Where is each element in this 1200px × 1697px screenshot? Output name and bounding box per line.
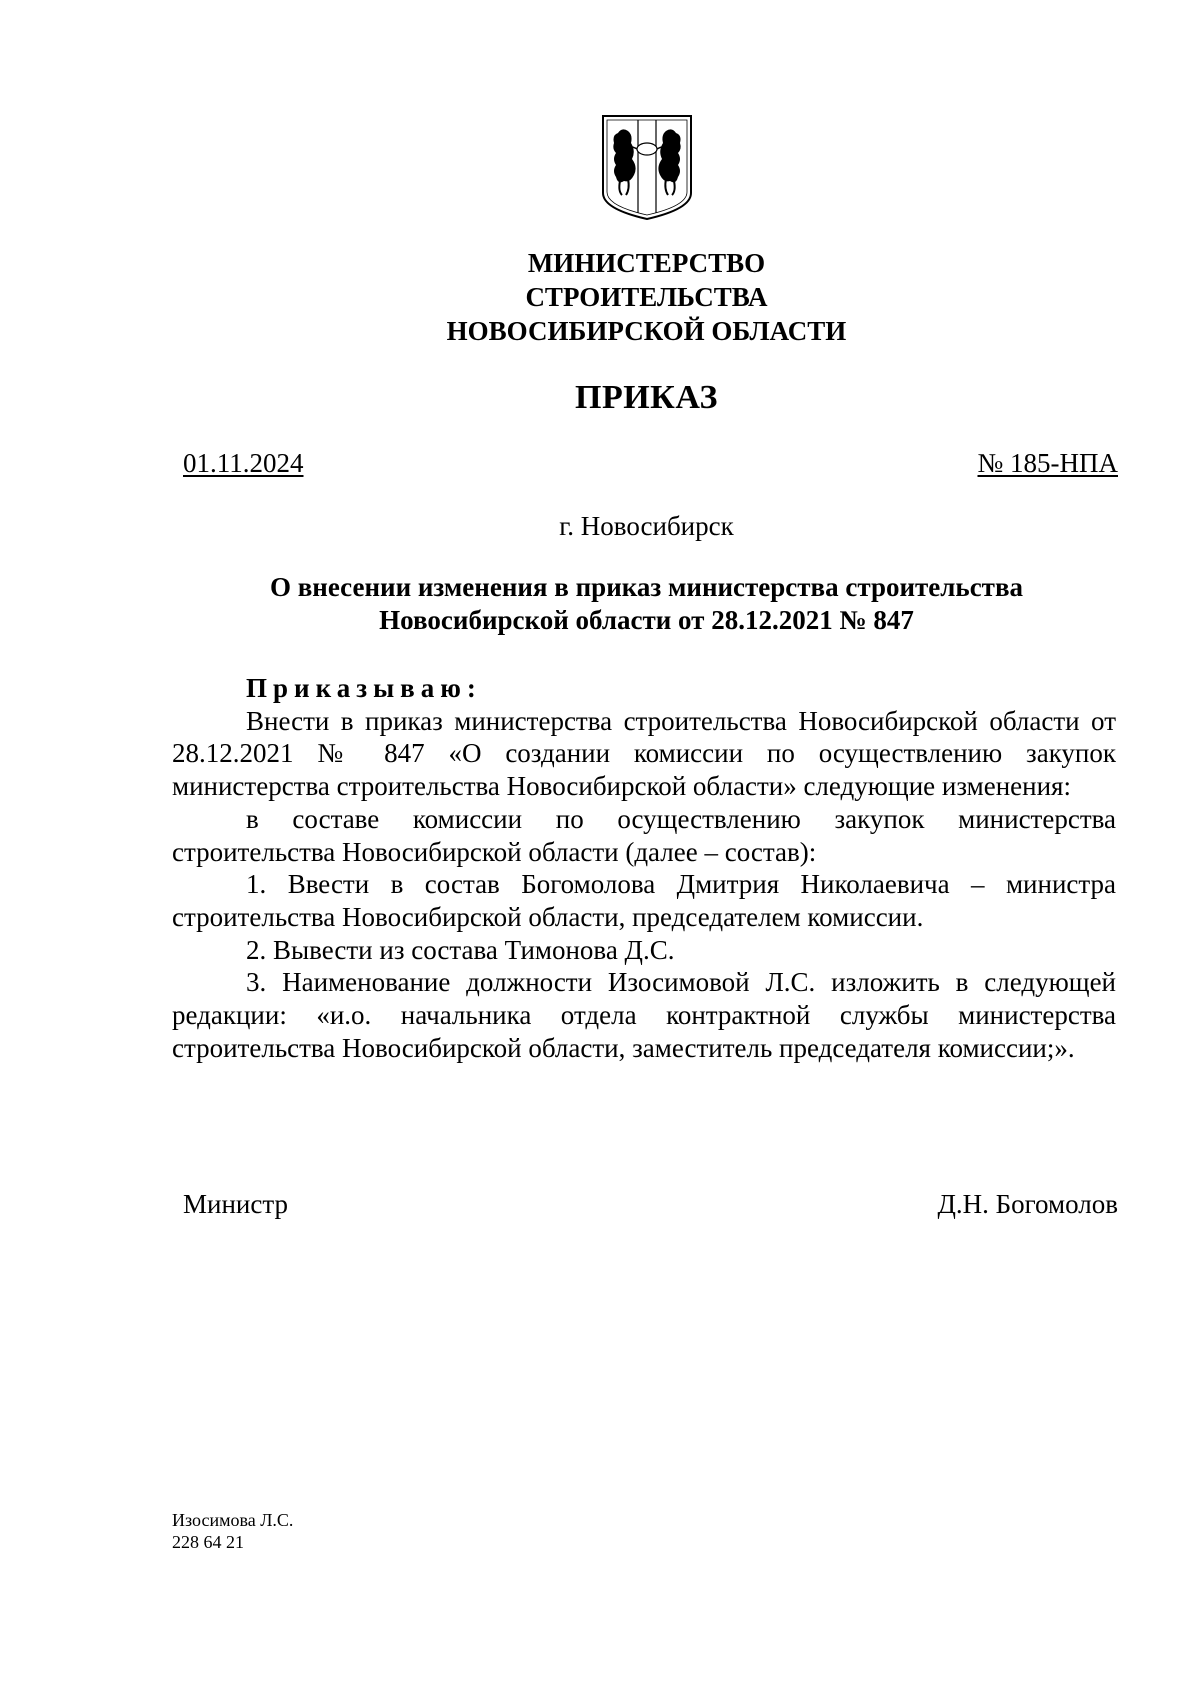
ministry-name: [330, 246, 963, 348]
order-word: Приказываю:: [246, 673, 482, 703]
executor-info: [172, 1509, 293, 1553]
order-subject: [230, 571, 1063, 637]
order-date: 01.11.2024: [183, 448, 304, 478]
order-word-paragraph: [172, 672, 1116, 705]
executor-phone: 228 64 21: [172, 1532, 244, 1552]
order-number: № 185-НПА: [977, 448, 1118, 478]
ministry-line-2: СТРОИТЕЛЬСТВА: [525, 282, 768, 312]
document-type-title: ПРИКАЗ: [575, 379, 718, 416]
body-paragraph-5: 3. Наименование должности Изосимовой Л.С. изложить в следующей редакции: «и.о. начальника отдела контрактной службы министерства строительства Новосибирской области, заместитель председателя комиссии;».: [172, 967, 1116, 1063]
subject-line-1: О внесении изменения в приказ министерства строительства: [269, 572, 1024, 602]
signatory-title: Министр: [183, 1189, 288, 1219]
body-paragraph-4: 2. Вывести из состава Тимонова Д.С.: [246, 934, 675, 965]
city: г. Новосибирск: [559, 511, 734, 541]
body-paragraph-3: 1. Ввести в состав Богомолова Дмитрия Николаевича – министра строительства Новосибирской области, председателем комиссии.: [172, 869, 1116, 932]
body-paragraph-1: Внести в приказ министерства строительства Новосибирской области от 28.12.2021 № 847 «О создании комиссии по осуществлению закупок министерства строительства Новосибирской области» следующие изменения:: [172, 705, 1116, 802]
signatory-name: Д.Н. Богомолов: [937, 1189, 1118, 1219]
ministry-line-1: МИНИСТЕРСТВО: [527, 248, 766, 278]
subject-line-2: Новосибирской области от 28.12.2021 № 847: [379, 605, 914, 635]
body-paragraph-2: в составе комиссии по осуществлению закупок министерства строительства Новосибирской области (далее – состав):: [172, 803, 1116, 867]
executor-name: Изосимова Л.С.: [172, 1510, 294, 1530]
ministry-line-3: НОВОСИБИРСКОЙ ОБЛАСТИ: [446, 316, 847, 346]
coat-of-arms-icon: [600, 113, 694, 221]
order-body: [172, 672, 1116, 1064]
